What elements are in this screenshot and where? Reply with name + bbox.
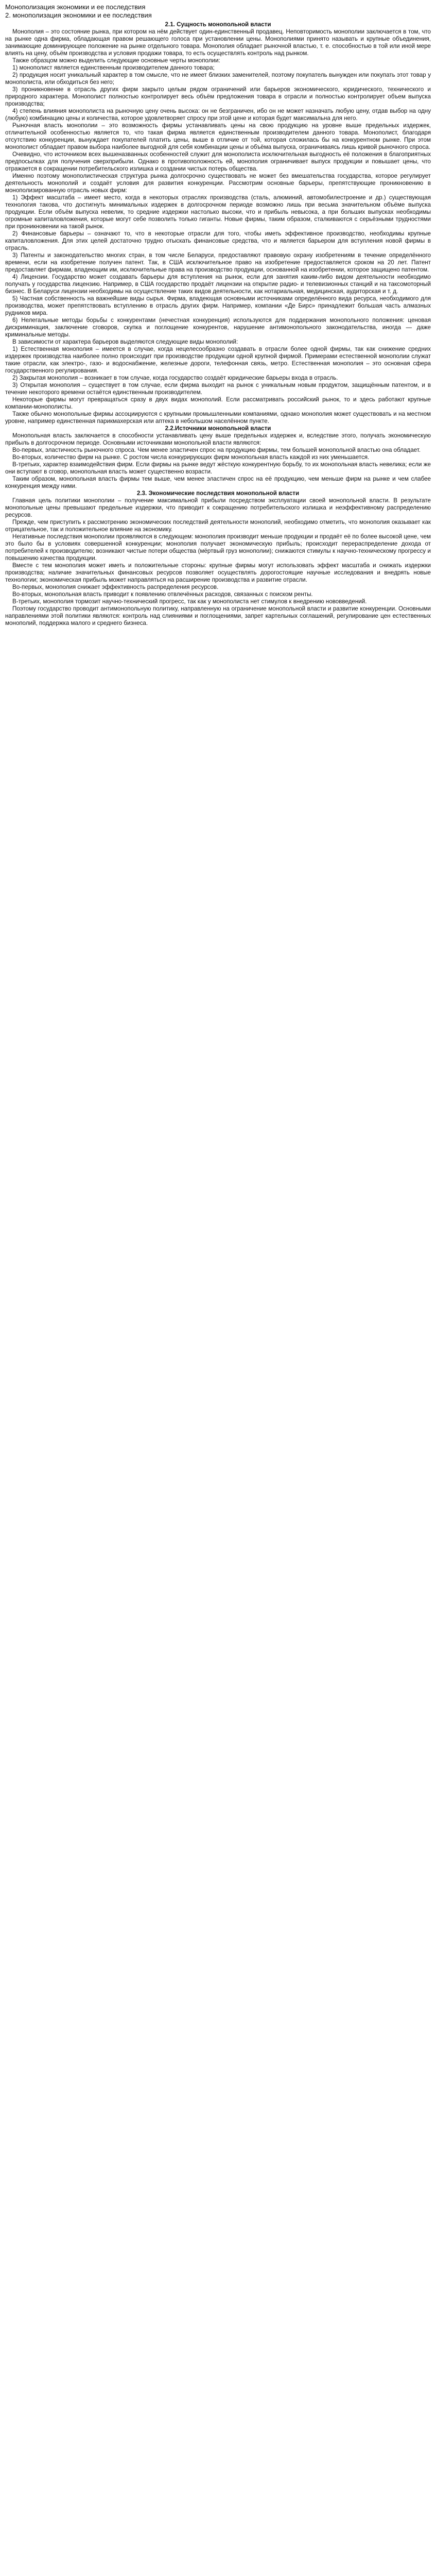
- paragraph: Прежде, чем приступить к рассмотрению экономических последствий деятельности монополий, необходимо отметить, что монополия оказывает как отрицательное, так и положительное влияние на экономику.: [5, 519, 431, 533]
- paragraph: 1) Естественная монополия – имеется в случае, когда нецелесообразно создавать в отрасли более одной фирмы, так как снижение средних издержек производства наиболее полно происходит при производстве продукции одной крупной фирмой. Примерами естественной монополии служат такие отрасли, как электро-, газо- и водоснабжение, железные дороги, телефонная связь, метро. Естественная монополия – это основная сфера государственного регулирования.: [5, 346, 431, 374]
- paragraph: Рыночная власть монополии – это возможность фирмы устанавливать цены на свою продукцию на уровне выше предельных издержек, отличительной особенностью является то, что такая фирма является единственным производителем данного товара. Монополист, благодаря отсутствию конкуренции, вынуждает покупателей платить цены, выше в отличие от той, которая сложилась бы на конкурентном рынке. При этом монополист обладает правом выбора наиболее выгодной для себя комбинации цены и объёма выпуска, ограничиваясь лишь кривой рыночного спроса.: [5, 122, 431, 150]
- paragraph: 3) Открытая монополия – существует в том случае, если фирма выходит на рынок с уникальным новым продуктом, защищённым патентом, и в течение некоторого времени остаётся единственным производителем.: [5, 382, 431, 396]
- paragraph: Также образцом можно выделить следующие основные черты монополии:: [12, 57, 220, 64]
- paragraph: Очевидно, что источником всех вышеназванных особенностей служит для монополиста исключительная выгодность её положения в благоприятных предпосылках для получения сверхприбыли. Однако в противоположность ей, монополия ограничивает выпуск продукции и повышает цены, что отражается в сокращении потребительского излишка и создании чистых потерь общества.: [5, 151, 431, 172]
- paragraph: Именно поэтому монополистическая структура рынка долгосрочно существовать не может без вмешательства государства, которое регулирует деятельность монополий и создаёт условия для развития конкуренции. Рассмотрим основные барьеры, препятствующие проникновению в монополизированную отрасль новых фирм:: [5, 173, 431, 194]
- paragraph: 4) Лицензии. Государство может создавать барьеры для вступления на рынок, если для занятия каким-либо видом деятельности необходимо получать у государства лицензию. Например, в США государство продаёт лицензии на открытие радио- и телевизионных станций и на таксомоторный бизнес. В Беларуси лицензии необходимы на осуществление таких видов деятельности, как нотариальная, медицинская, аудиторская и т. д.: [5, 274, 431, 295]
- paragraph: 1) монополист является единственным производителем данного товара;: [12, 64, 215, 71]
- paragraph: Монополия – это состояние рынка, при котором на нём действует один-единственный продавец. Неповторимость монополии заключается в том, что на рынке одна фирма, обладающая правом решающего голоса при установлении цены. Монополиями принято называть и крупные объединения, занимающие доминирующее положение на рынке отдельного товара. Монополия обладает рыночной властью, т. е. способностью в той или иной мере влиять на цену, объём производства и условия продажи товара, то есть осуществлять контроль над рынком.: [5, 28, 431, 57]
- paragraph: 2) Закрытая монополия – возникает в том случае, когда государство создаёт юридические барьеры входа в отрасль.: [12, 375, 338, 381]
- document-body: [5, 21, 431, 627]
- document-section: [5, 21, 431, 151]
- paragraph: Также обычно монопольные фирмы ассоциируются с крупными промышленными компаниями, однако монополия может существовать и на местном уровне, например единственная парикмахерская или аптека в небольшом населённом пункте.: [5, 411, 431, 425]
- paragraph: Во-первых, эластичность рыночного спроса. Чем менее эластичен спрос на продукцию фирмы, тем большей монопольной властью она обладает.: [12, 447, 421, 453]
- document-section: [5, 151, 431, 425]
- paragraph: 5) Частная собственность на важнейшие виды сырья. Фирма, владеющая основными источниками определённого вида ресурса, необходимого для производства, может препятствовать вступлению в отрасль других фирм. Например, компании «Де Бирс» принадлежит большая часть алмазных рудников мира.: [5, 295, 431, 316]
- paragraph: Вместе с тем монополия может иметь и положительные стороны: крупные фирмы могут использовать эффект масштаба и снижать издержки производства; наличие значительных финансовых ресурсов позволяет осуществлять дорогостоящие научные исследования и внедрять новые технологии; экономическая прибыль может направляться на расширение производства и развитие отрасли.: [5, 562, 431, 583]
- paragraph: Поэтому государство проводит антимонопольную политику, направленную на ограничение монопольной власти и развитие конкуренции. Основными направлениями этой политики являются: контроль над слияниями и поглощениями, запрет картельных соглашений, регулирование цен естественных монополий, поддержка малого и среднего бизнеса.: [5, 605, 431, 626]
- paragraph: В-третьих, характер взаимодействия фирм. Если фирмы на рынке ведут жёсткую конкурентную борьбу, то их монопольная власть невелика; если же они вступают в сговор, монопольная власть может существенно возрасти.: [5, 461, 431, 475]
- paragraph: Во-вторых, количество фирм на рынке. С ростом числа конкурирующих фирм монопольная власть каждой из них уменьшается.: [12, 454, 370, 461]
- document-section: [5, 490, 431, 627]
- paragraph: 2) продукция носит уникальный характер в том смысле, что не имеет близких заменителей, поэтому покупатель вынужден или покупать этот товар у монополиста, или обходиться без него;: [5, 72, 431, 86]
- paragraph: Монопольная власть заключается в способности устанавливать цену выше предельных издержек и, вследствие этого, получать экономическую прибыль в долгосрочном периоде. Основными источниками монопольной власти являются:: [5, 432, 431, 446]
- section-heading: 2.3. Экономические последствия монопольной власти: [136, 490, 300, 497]
- paragraph: 1) Эффект масштаба – имеет место, когда в некоторых отраслях производства (сталь, алюминий, автомобилестроение и др.) существующая технология такова, что достигнуть минимальных издержек в долгосрочном периоде возможно лишь при весьма значительном объёме выпуска продукции. Если объём выпуска невелик, то средние издержки настолько высоки, что и прибыль невысока, а при больших выпусках необходимы огромные капиталовложения, которые могут себе позволить только гиганты. Новые фирмы, таким образом, сталкиваются с серьёзными трудностями при проникновении на такой рынок.: [5, 194, 431, 230]
- paragraph: Главная цель политики монополии – получение максимальной прибыли посредством эксплуатации своей монопольной власти. В результате монопольные цены превышают предельные издержки, что приводит к сокращению потребительского излишка и неэффективному распределению ресурсов.: [5, 497, 431, 518]
- paragraph: Во-вторых, монопольная власть приводит к появлению отвлечённых расходов, связанных с поиском ренты.: [12, 591, 313, 598]
- paragraph: 4) степень влияния монополиста на рыночную цену очень высока: он не безграничен, ибо он не может назначать любую цену, отдав выбор на одну (любую) комбинацию цены и количества, которое удовлетворяет спросу при этой цене и которая будет максимальна для него.: [5, 108, 431, 122]
- paragraph: 3) проникновение в отрасль других фирм закрыто целым рядом ограничений или барьеров экономического, юридического, технического и природного характера. Монополист полностью контролирует весь объём предложения товара в отрасли и полностью контролирует объем выпуска производства;: [5, 86, 431, 107]
- paragraph: 3) Патенты и законодательство многих стран, в том числе Беларуси, предоставляют правовую охрану изобретениям в течение определённого времени, если на изобретение получен патент. Так, в США исключительное право на изобретение предоставляется сроком на 20 лет. Патент предоставляет фирмам, владеющим им, исключительные права на производство продукции, основанной на изобретении, которое защищено патентом.: [5, 252, 431, 273]
- paragraph: Некоторые фирмы могут превращаться сразу в двух видах монополий. Если рассматривать российский рынок, то и здесь работают крупные компании-монополисты.: [5, 396, 431, 410]
- document-title: Монополизация экономики и ее последствия: [5, 3, 146, 11]
- section-heading: 2.2.Источники монопольной власти: [165, 425, 271, 432]
- paragraph: Таким образом, монопольная власть фирмы тем выше, чем менее эластичен спрос на её продукцию, чем меньше фирм на рынке и чем слабее конкуренция между ними.: [5, 476, 431, 489]
- paragraph: В зависимости от характера барьеров выделяются следующие виды монополий:: [12, 338, 238, 345]
- paragraph: Во-первых, монополия снижает эффективность распределения ресурсов.: [12, 584, 219, 590]
- paragraph: В-третьих, монополия тормозит научно-технический прогресс, так как у монополиста нет стимулов к внедрению нововведений.: [12, 598, 367, 605]
- document-subtitle: 2. монополизация экономики и ее последствия: [5, 11, 152, 19]
- paragraph: 6) Нелегальные методы борьбы с конкурентами (нечестная конкуренция) используются для поддержания монопольного положения: ценовая дискриминация, заключение сговоров, скупка и поглощение конкурентов, нарушение антимонопольного законодательства, иногда — даже криминальные методы.: [5, 317, 431, 338]
- paragraph: 2) Финансовые барьеры – означают то, что в некоторые отрасли для того, чтобы иметь эффективное производство, необходимы крупные капиталовложения. Для этих целей достаточно трудно отыскать финансовые средства, что и является барьером для вступления новой фирмы в отрасль.: [5, 230, 431, 251]
- document-section: [5, 425, 431, 490]
- paragraph: Негативные последствия монополии проявляются в следующем: монополия производит меньше продукции и продаёт её по более высокой цене, чем это было бы в условиях совершенной конкуренции; монополия получает экономическую прибыль; происходит перераспределение дохода от потребителей к производителю; возникают чистые потери общества (мёртвый груз монополии); снижаются стимулы к научно-техническому прогрессу и повышению качества продукции.: [5, 533, 431, 562]
- section-heading: 2.1. Сущность монопольной власти: [165, 21, 271, 28]
